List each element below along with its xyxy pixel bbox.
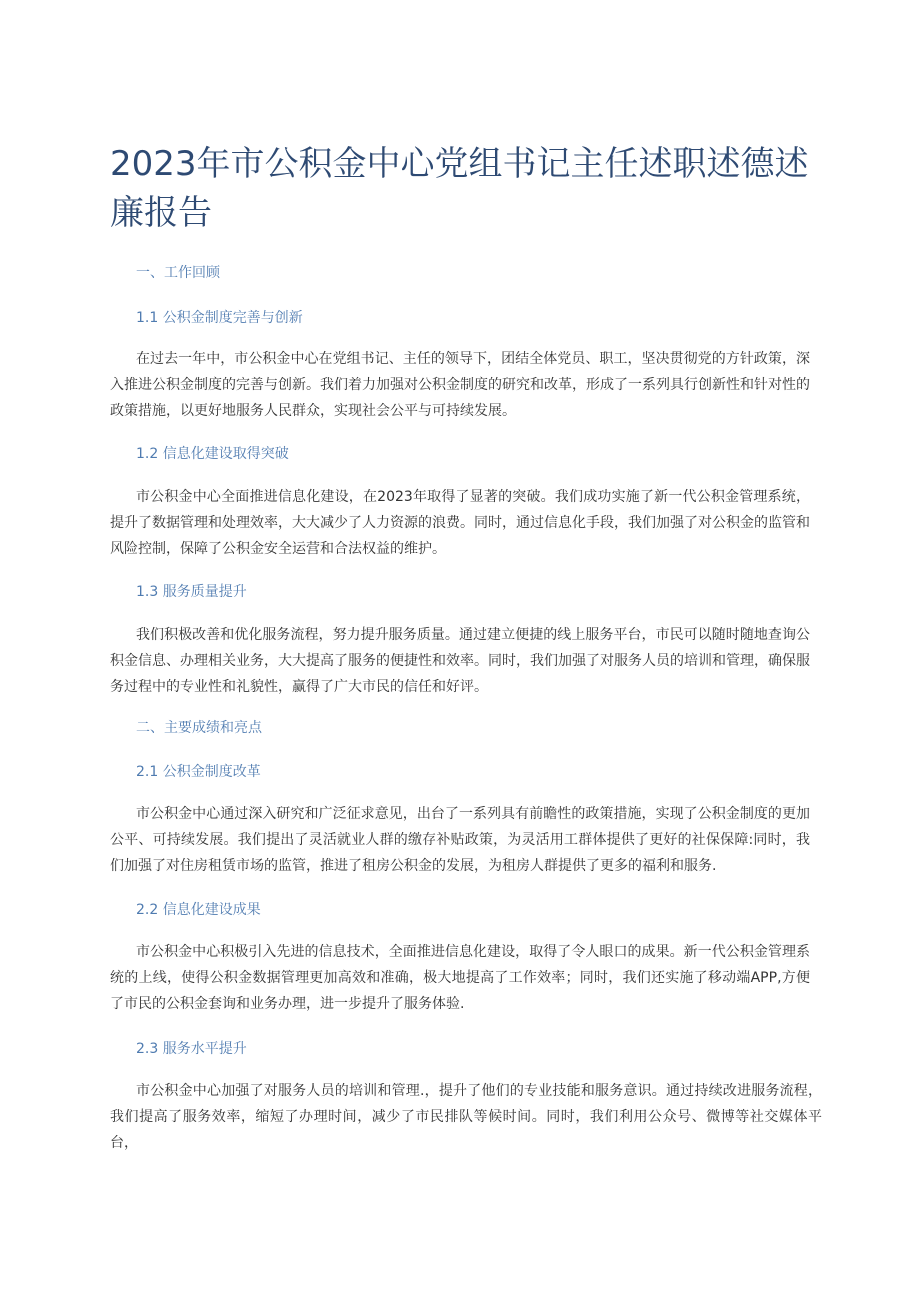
subsection-heading: 1.1 公积金制度完善与创新 (136, 310, 303, 326)
subsection-heading: 2.3 服务水平提升 (136, 1041, 247, 1057)
paragraph: 市公积金中心加强了对服务人员的培训和管理.，提升了他们的专业技能和服务意识。通过持续改进服务流程，我们提高了服务效率，缩短了办理时间，减少了市民排队等候时间。同时，我们利用公众号、微博等社交媒体平台， (110, 1083, 822, 1151)
document-title: 2023年市公积金中心党组书记主任述职述德述廉报告 (110, 144, 809, 233)
subsection-heading: 1.3 服务质量提升 (136, 584, 247, 600)
paragraph: 在过去一年中，市公积金中心在党组书记、主任的领导下，团结全体党员、职工，坚决贯彻党的方针政策，深入推进公积金制度的完善与创新。我们着力加强对公积金制度的研究和改革，形成了一系列具行创新性和针对性的政策措施，以更好地服务人民群众，实现社会公平与可持续发展。 (110, 351, 810, 419)
paragraph: 市公积金中心通过深入研究和广泛征求意见，出台了一系列具有前瞻性的政策措施，实现了公积金制度的更加公平、可持续发展。我们提出了灵活就业人群的缴存补贴政策，为灵活用工群体提供了更好的社保保障:同时，我们加强了对住房租赁市场的监管，推进了租房公积金的发展，为租房人群提供了更多的福利和服务. (110, 806, 810, 874)
subsection-heading: 2.1 公积金制度改革 (136, 764, 261, 780)
paragraph: 我们积极改善和优化服务流程，努力提升服务质量。通过建立便捷的线上服务平台，市民可以随时随地查询公积金信息、办理相关业务，大大提高了服务的便捷性和效率。同时，我们加强了对服务人员的培训和管理，确保服务过程中的专业性和礼貌性，赢得了广大市民的信任和好评。 (110, 627, 810, 695)
subsection-heading: 2.2 信息化建设成果 (136, 902, 261, 918)
subsection-heading: 1.2 信息化建设取得突破 (136, 446, 289, 462)
section-heading: 二、主要成绩和亮点 (136, 720, 262, 736)
section-heading: 一、工作回顾 (136, 265, 220, 281)
paragraph: 市公积金中心积极引入先进的信息技术，全面推进信息化建设，取得了令人眼口的成果。新一代公积金管理系统的上线，使得公积金数据管理更加高效和准确，极大地提高了工作效率；同时，我们还实施了移动端APP,方便了市民的公积金套询和业务办理，进一步提升了服务体验. (110, 944, 810, 1012)
paragraph: 市公积金中心全面推进信息化建设，在2023年取得了显著的突破。我们成功实施了新一代公积金管理系统，提升了数据管理和处理效率，大大减少了人力资源的浪费。同时，通过信息化手段，我们加强了对公积金的监管和风险控制，保障了公积金安全运营和合法权益的维护。 (110, 489, 810, 557)
